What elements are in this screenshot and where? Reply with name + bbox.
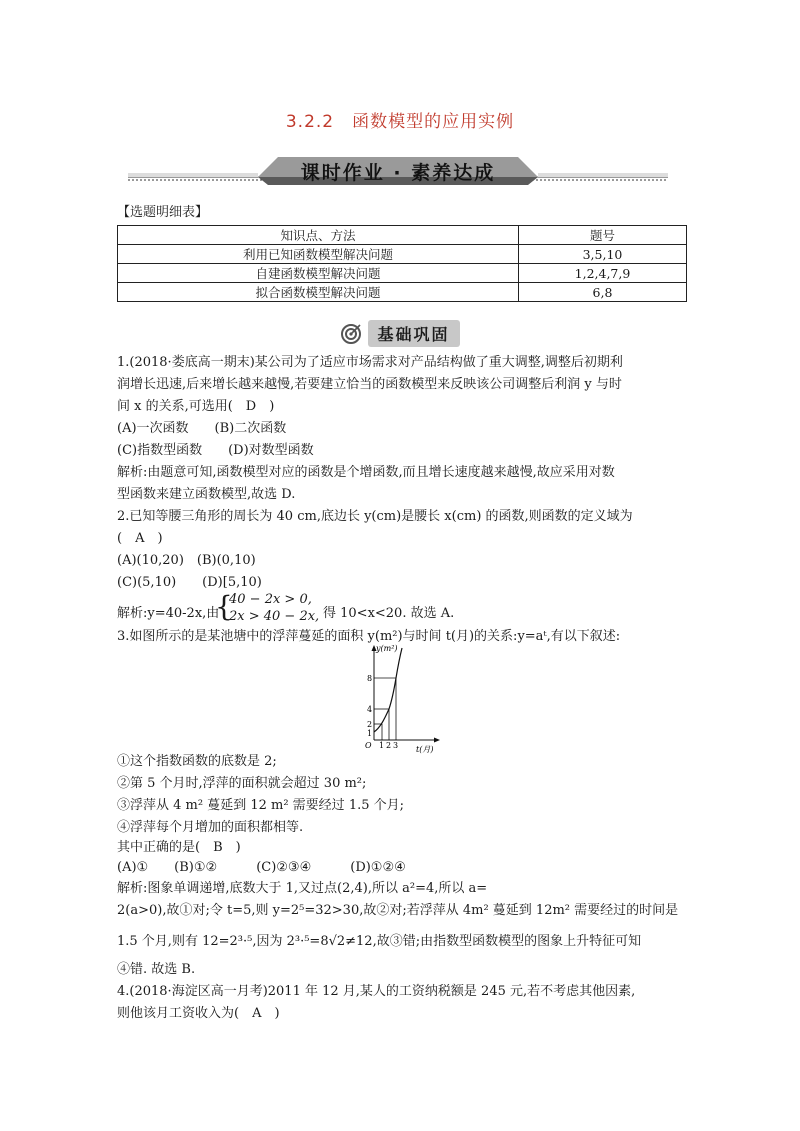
graph-ytick-4: 4 bbox=[367, 705, 373, 714]
table-row bbox=[118, 283, 687, 302]
q2-options-line1: (A)(10,20) (B)(0,10) bbox=[117, 553, 256, 568]
table-header-row bbox=[118, 226, 687, 245]
graph-ytick-2: 2 bbox=[367, 720, 373, 729]
graph-xtick-1: 1 bbox=[379, 741, 385, 750]
graph-origin: O bbox=[365, 741, 372, 750]
topic-table bbox=[117, 225, 687, 302]
graph-ylabel: y(m²) bbox=[376, 644, 398, 653]
graph-xlabel: t(月) bbox=[416, 745, 434, 754]
q2-condition1: 40 − 2x > 0, bbox=[229, 592, 312, 607]
q2-options-line2: (C)(5,10) (D)[5,10) bbox=[117, 575, 262, 590]
q4-stem-line2: 则他该月工资收入为( A ) bbox=[117, 1006, 280, 1021]
target-icon bbox=[340, 323, 362, 345]
banner-title: 课时作业 · 素养达成 bbox=[300, 162, 496, 184]
header-topic: 知识点、方法 bbox=[118, 226, 519, 245]
topic-cell: 自建函数模型解决问题 bbox=[118, 264, 519, 283]
q1-stem-line3: 间 x 的关系,可选用( D ) bbox=[117, 399, 275, 414]
q1-analysis-line1: 解析:由题意可知,函数模型对应的函数是个增函数,而且增长速度越来越慢,故应采用对数 bbox=[117, 465, 615, 480]
q1-options-line1: (A)一次函数 (B)二次函数 bbox=[117, 421, 287, 436]
q3-statement1: ①这个指数函数的底数是 2; bbox=[117, 754, 277, 769]
q3-ask: 其中正确的是( B ) bbox=[117, 840, 241, 855]
q3-options: (A)① (B)①② (C)②③④ (D)①②④ bbox=[117, 860, 406, 875]
table-caption: 【选题明细表】 bbox=[117, 205, 209, 220]
section-title: 基础巩固 bbox=[377, 325, 450, 344]
graph-xtick-2: 2 bbox=[386, 741, 392, 750]
q3-analysis-line4: ④错. 故选 B. bbox=[117, 962, 196, 977]
q2-stem-line1: 2.已知等腰三角形的周长为 40 cm,底边长 y(cm)是腰长 x(cm) 的函数,则函数的定义域为 bbox=[117, 509, 633, 524]
q1-stem-line2: 润增长迅速,后来增长越来越慢,若要建立恰当的函数模型来反映该公司调整后利润 y 与时 bbox=[117, 377, 622, 392]
graph-ytick-8: 8 bbox=[367, 674, 373, 683]
q3-analysis-line1: 解析:图象单调递增,底数大于 1,又过点(2,4),所以 a²=4,所以 a= bbox=[117, 881, 488, 896]
q2-condition2: 2x > 40 − 2x, bbox=[229, 609, 320, 624]
q1-options-line2: (C)指数型函数 (D)对数型函数 bbox=[117, 443, 314, 458]
q3-graph bbox=[362, 642, 442, 754]
number-cell: 3,5,10 bbox=[519, 245, 687, 264]
header-number: 题号 bbox=[519, 226, 687, 245]
number-cell: 6,8 bbox=[519, 283, 687, 302]
q3-stem: 3.如图所示的是某池塘中的浮萍蔓延的面积 y(m²)与时间 t(月)的关系:y=aᵗ,有以下叙述: bbox=[117, 629, 621, 644]
q2-analysis-suffix: 得 10<x<20. 故选 A. bbox=[323, 606, 455, 621]
topic-cell: 拟合函数模型解决问题 bbox=[118, 283, 519, 302]
table-row bbox=[118, 245, 687, 264]
q3-statement3: ③浮萍从 4 m² 蔓延到 12 m² 需要经过 1.5 个月; bbox=[117, 798, 405, 813]
graph-xtick-3: 3 bbox=[393, 741, 399, 750]
page-title: 3.2.2 函数模型的应用实例 bbox=[285, 112, 515, 132]
q3-statement4: ④浮萍每个月增加的面积都相等. bbox=[117, 820, 304, 835]
q3-analysis-line2: 2(a>0),故①对;令 t=5,则 y=2⁵=32>30,故②对;若浮萍从 4m² 蔓延到 12m² 需要经过的时间是 bbox=[117, 903, 679, 918]
q2-analysis-prefix: 解析:y=40-2x,由 bbox=[117, 606, 220, 621]
number-cell: 1,2,4,7,9 bbox=[519, 264, 687, 283]
q3-statement2: ②第 5 个月时,浮萍的面积就会超过 30 m²; bbox=[117, 776, 367, 791]
topic-cell: 利用已知函数模型解决问题 bbox=[118, 245, 519, 264]
system-brace: { bbox=[215, 590, 233, 623]
table-row bbox=[118, 264, 687, 283]
q1-analysis-line2: 型函数来建立函数模型,故选 D. bbox=[117, 487, 296, 502]
q4-stem-line1: 4.(2018·海淀区高一月考)2011 年 12 月,某人的工资纳税额是 245 元,若不考虑其他因素, bbox=[117, 984, 636, 999]
section-heading bbox=[0, 320, 800, 347]
q2-analysis bbox=[117, 592, 697, 632]
q3-analysis-line3: 1.5 个月,则有 12=2³·⁵,因为 2³·⁵=8√2≠12,故③错;由指数型函数模型的图象上升特征可知 bbox=[117, 934, 642, 949]
q2-stem-line2: ( A ) bbox=[117, 531, 163, 546]
q1-stem-line1: 1.(2018·娄底高一期末)某公司为了适应市场需求对产品结构做了重大调整,调整后初期利 bbox=[117, 355, 623, 370]
graph-ytick-1: 1 bbox=[367, 729, 373, 738]
